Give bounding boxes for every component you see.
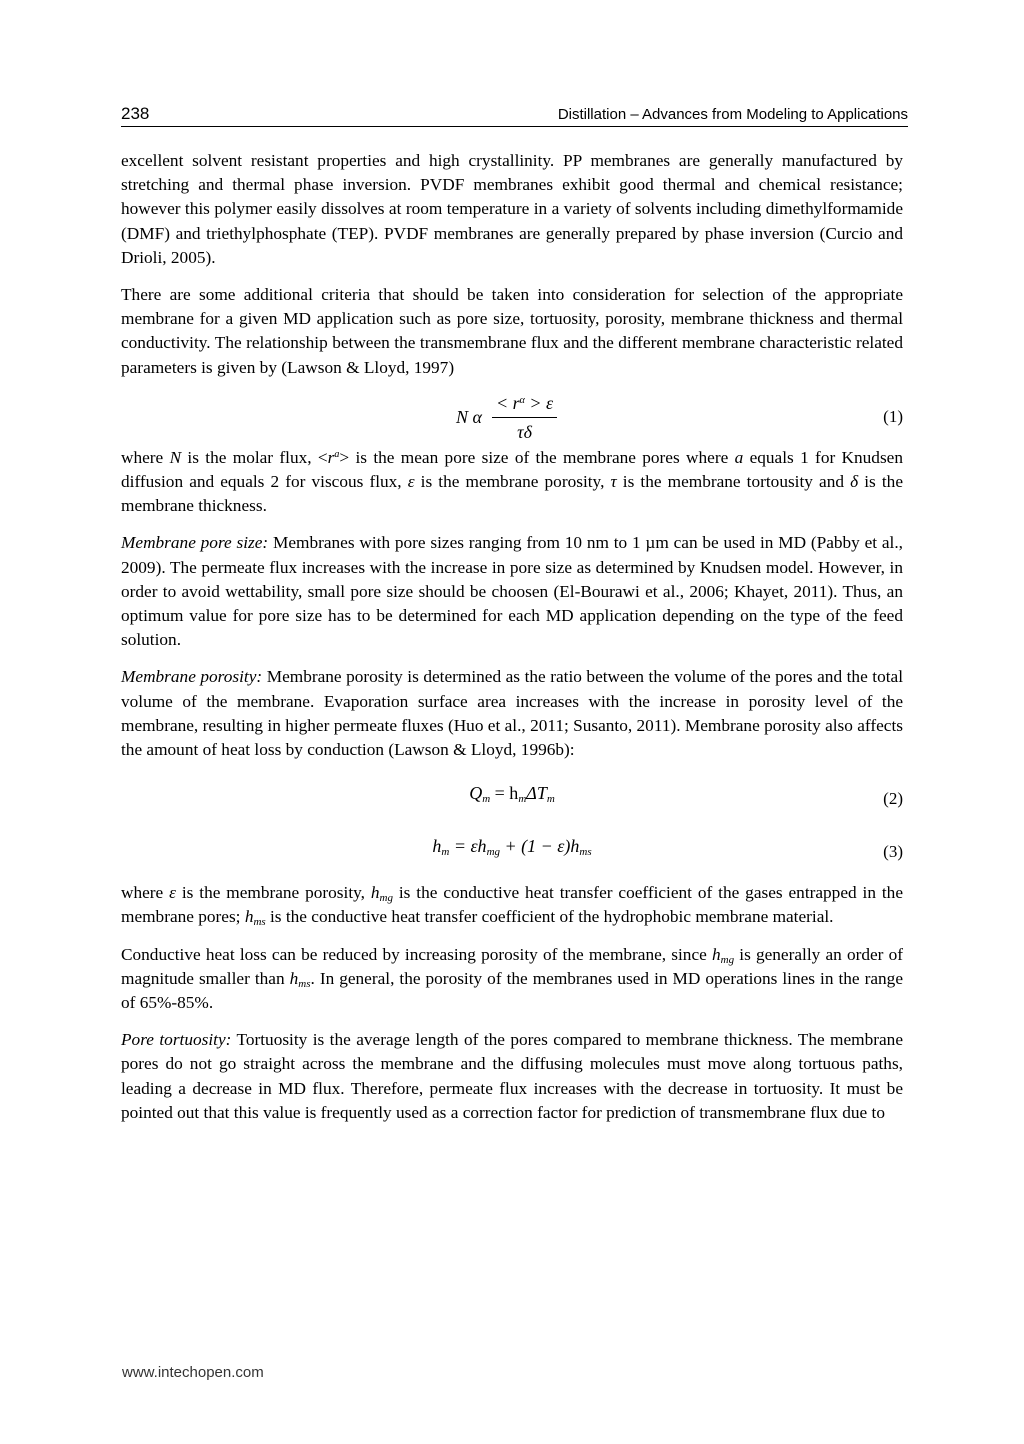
- equation-lhs: N α: [456, 407, 482, 428]
- equation-2: $Q_m = h_m\Delta T_m$ (2): [121, 775, 903, 815]
- paragraph: Membrane porosity: Membrane porosity is determined as the ratio between the volume of the pores and the total volume of the membrane. Evaporation surface area increases with the increase in porosity level of the membrane, resulting in higher permeate fluxes (Huo et al., 2011; Susanto, 2011). Membrane porosity also affects the amount of heat loss by conduction (Lawson & Lloyd, 1996b):: [121, 667, 903, 760]
- running-title: Distillation – Advances from Modeling to Applications: [557, 106, 908, 123]
- page-number: 238: [121, 104, 150, 123]
- equation-number: (2): [883, 789, 903, 809]
- paragraph: excellent solvent resistant properties and high crystallinity. PP membranes are generally manufactured by stretching and thermal phase inversion. PVDF membranes exhibit good thermal and chemical resistance; however this polymer easily dissolves at room temperature in a variety of solvents including dimethylformamide (DMF) and triethylphosphate (TEP). PVDF membranes are generally prepared by phase inversion (Curcio and Drioli, 2005).: [121, 151, 903, 267]
- paragraph: Conductive heat loss can be reduced by increasing porosity of the membrane, since $h_{mg}$ is generally an order of magnitude smaller than $h_{ms}$. In general, the porosity of the membranes used in MD operations lines in the range of 65%-85%.: [121, 944, 903, 1013]
- section-label: Pore tortuosity:: [121, 1030, 232, 1050]
- paragraph: where N is the molar flux, $<r^a>$ is the mean pore size of the membrane pores where a equals 1 for Knudsen diffusion and equals 2 for viscous flux, ε is the membrane porosity, τ is the membrane tortousity and δ is the membrane thickness.: [121, 447, 903, 516]
- equation-number: (1): [883, 406, 903, 426]
- paragraph: Membrane pore size: Membranes with pore sizes ranging from 10 nm to 1 µm can be used in MD (Pabby et al., 2009). The permeate flux increases with the increase in pore size as determined by Knudsen model. However, in order to avoid wettability, small pore size should be choosen (El-Bourawi et al., 2006; Khayet, 2011). Thus, an optimum value for pore size has to be determined for each MD application depending on the type of the feed solution.: [121, 533, 904, 650]
- fraction: [492, 391, 557, 444]
- fraction-denominator: τδ: [517, 422, 532, 443]
- footer-url: www.intechopen.com: [122, 1364, 264, 1381]
- fraction-numerator: < $r^\alpha > \varepsilon$: [492, 391, 557, 418]
- equation-1: [121, 392, 903, 443]
- paragraph: where ε is the membrane porosity, $h_{mg}$ is the conductive heat transfer coefficient of the gases entrapped in the membrane pores; $h_{ms}$ is the conductive heat transfer coefficient of the hydrophobic membrane material.: [121, 883, 903, 929]
- section-label: Membrane pore size:: [121, 533, 269, 553]
- paragraph: There are some additional criteria that should be taken into consideration for selection of the appropriate membrane for a given MD application such as pore size, tortuosity, porosity, membrane thickness and thermal conductivity. The relationship between the transmembrane flux and the different membrane characteristic related parameters is given by (Lawson & Lloyd, 1997): [121, 285, 903, 377]
- page-header: [121, 104, 908, 127]
- equation-3: $h_m = \varepsilon h_{mg} + (1 - \varepsilon)h_{ms}$ (3): [121, 828, 903, 868]
- section-label: Membrane porosity:: [121, 667, 263, 687]
- body-text: [121, 149, 903, 1138]
- equation-number: (3): [883, 842, 903, 862]
- paragraph: Pore tortuosity: Tortuosity is the average length of the pores compared to membrane thickness. The membrane pores do not go straight across the membrane and the diffusing molecules must move along tortuous paths, leading a decrease in MD flux. Therefore, permeate flux increases with the decrease in tortuosity. It must be pointed out that this value is frequently used as a correction factor for prediction of transmembrane flux due to: [121, 1030, 903, 1122]
